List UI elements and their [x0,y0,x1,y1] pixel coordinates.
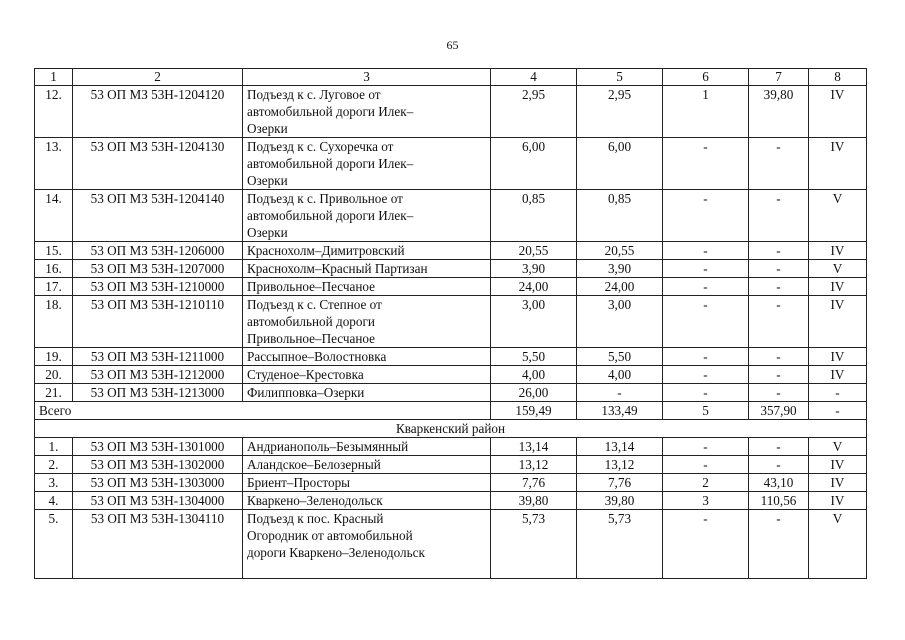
road-name-line: Подъезд к с. Степное от [247,297,382,312]
table-row [35,492,867,510]
col-6-value: - [663,384,749,402]
col-8-value: IV [809,474,867,492]
col-7-value: - [749,296,809,348]
col-8-value: IV [809,456,867,474]
col-7-value: - [749,384,809,402]
col-6-value: - [663,190,749,242]
road-name-line: Озерки [247,225,288,240]
row-number: 15. [35,242,73,260]
header-cell: 1 [35,69,73,86]
row-number: 5. [35,510,73,579]
road-name-line: Озерки [247,173,288,188]
row-number: 18. [35,296,73,348]
table-row [35,190,867,242]
header-cell: 7 [749,69,809,86]
road-name [243,456,491,474]
row-number: 17. [35,278,73,296]
col-4-value: 4,00 [491,366,577,384]
road-name [243,296,491,348]
road-name-line: Подъезд к с. Луговое от [247,87,381,102]
col-6-value: - [663,278,749,296]
road-name-line: Привольное–Песчаное [247,331,376,346]
col-4-value: 13,14 [491,438,577,456]
col-4-value: 7,76 [491,474,577,492]
total-col-5: 133,49 [577,402,663,420]
road-name [243,384,491,402]
road-name [243,278,491,296]
header-cell: 4 [491,69,577,86]
road-name-line: Кваркено–Зеленодольск [247,493,383,508]
col-4-value: 0,85 [491,190,577,242]
row-number: 19. [35,348,73,366]
road-name-line: Подъезд к с. Привольное от [247,191,403,206]
road-name [243,438,491,456]
col-6-value: - [663,260,749,278]
table-row [35,366,867,384]
column-number-row [35,69,867,86]
road-code: 53 ОП МЗ 53Н-1304000 [73,492,243,510]
col-8-value: IV [809,86,867,138]
col-6-value: 3 [663,492,749,510]
road-name-line: Краснохолм–Димитровский [247,243,405,258]
road-name [243,366,491,384]
road-code: 53 ОП МЗ 53Н-1210000 [73,278,243,296]
col-4-value: 6,00 [491,138,577,190]
header-cell: 8 [809,69,867,86]
col-8-value: - [809,384,867,402]
road-code: 53 ОП МЗ 53Н-1211000 [73,348,243,366]
col-5-value: 5,50 [577,348,663,366]
road-name-line: Подъезд к пос. Красный [247,511,384,526]
road-name-line: Подъезд к с. Сухоречка от [247,139,394,154]
page-number: 65 [446,38,459,52]
col-7-value: - [749,438,809,456]
road-name [243,260,491,278]
road-name-line: Краснохолм–Красный Партизан [247,261,428,276]
table-row [35,86,867,138]
col-7-value: - [749,348,809,366]
col-7-value: - [749,260,809,278]
road-name-line: Бриент–Просторы [247,475,351,490]
col-4-value: 5,50 [491,348,577,366]
district-heading: Кваркенский район [35,420,867,438]
col-4-value: 20,55 [491,242,577,260]
header-cell: 5 [577,69,663,86]
col-4-value: 39,80 [491,492,577,510]
table-row [35,456,867,474]
total-col-6: 5 [663,402,749,420]
col-4-value: 3,90 [491,260,577,278]
row-number: 2. [35,456,73,474]
road-code: 53 ОП МЗ 53Н-1213000 [73,384,243,402]
col-5-value: 13,14 [577,438,663,456]
col-4-value: 2,95 [491,86,577,138]
total-label: Всего [35,402,491,420]
road-name-line: Привольное–Песчаное [247,279,376,294]
col-4-value: 3,00 [491,296,577,348]
col-7-value: - [749,242,809,260]
road-name [243,510,491,579]
col-5-value: 4,00 [577,366,663,384]
col-5-value: - [577,384,663,402]
col-8-value: IV [809,366,867,384]
col-5-value: 24,00 [577,278,663,296]
col-5-value: 3,90 [577,260,663,278]
col-5-value: 0,85 [577,190,663,242]
road-name [243,190,491,242]
col-6-value: - [663,138,749,190]
road-name [243,138,491,190]
col-8-value: V [809,438,867,456]
table-row [35,242,867,260]
col-4-value: 13,12 [491,456,577,474]
col-7-value: 39,80 [749,86,809,138]
col-4-value: 26,00 [491,384,577,402]
col-5-value: 13,12 [577,456,663,474]
row-number: 12. [35,86,73,138]
col-6-value: 2 [663,474,749,492]
col-7-value: 43,10 [749,474,809,492]
table-row [35,296,867,348]
col-6-value: - [663,296,749,348]
col-7-value: - [749,278,809,296]
road-name-line: дороги Кваркено–Зеленодольск [247,545,425,560]
row-number: 16. [35,260,73,278]
col-7-value: - [749,190,809,242]
row-number: 13. [35,138,73,190]
col-7-value: 110,56 [749,492,809,510]
table-row [35,348,867,366]
col-5-value: 5,73 [577,510,663,579]
col-6-value: - [663,348,749,366]
table-row [35,278,867,296]
road-name-line: Огородник от автомобильной [247,528,413,543]
total-col-4: 159,49 [491,402,577,420]
col-8-value: IV [809,278,867,296]
col-7-value: - [749,510,809,579]
col-5-value: 20,55 [577,242,663,260]
road-name-line: Филипповка–Озерки [247,385,365,400]
road-code: 53 ОП МЗ 53Н-1303000 [73,474,243,492]
district-heading-row [35,420,867,438]
table-row [35,510,867,579]
col-4-value: 24,00 [491,278,577,296]
total-col-8: - [809,402,867,420]
col-5-value: 2,95 [577,86,663,138]
road-code: 53 ОП МЗ 53Н-1206000 [73,242,243,260]
road-name-line: Рассыпное–Волостновка [247,349,387,364]
col-8-value: IV [809,348,867,366]
col-6-value: - [663,438,749,456]
col-5-value: 7,76 [577,474,663,492]
col-7-value: - [749,138,809,190]
road-code: 53 ОП МЗ 53Н-1304110 [73,510,243,579]
col-6-value: - [663,366,749,384]
col-5-value: 3,00 [577,296,663,348]
road-code: 53 ОП МЗ 53Н-1204120 [73,86,243,138]
road-name-line: автомобильной дороги Илек– [247,156,414,171]
road-name [243,348,491,366]
road-name-line: автомобильной дороги Илек– [247,104,414,119]
col-8-value: V [809,190,867,242]
header-cell: 3 [243,69,491,86]
roads-table [34,68,867,579]
road-name [243,242,491,260]
col-5-value: 6,00 [577,138,663,190]
road-code: 53 ОП МЗ 53Н-1204140 [73,190,243,242]
col-6-value: - [663,456,749,474]
col-8-value: V [809,510,867,579]
table-row [35,138,867,190]
row-number: 21. [35,384,73,402]
col-8-value: IV [809,296,867,348]
col-8-value: IV [809,492,867,510]
road-name-line: автомобильной дороги [247,314,375,329]
road-name-line: Студеное–Крестовка [247,367,364,382]
road-code: 53 ОП МЗ 53Н-1207000 [73,260,243,278]
header-cell: 2 [73,69,243,86]
roads-table-body [35,69,867,579]
road-name [243,492,491,510]
table-row [35,438,867,456]
col-7-value: - [749,366,809,384]
road-code: 53 ОП МЗ 53Н-1210110 [73,296,243,348]
col-7-value: - [749,456,809,474]
row-number: 14. [35,190,73,242]
row-number: 4. [35,492,73,510]
table-row [35,260,867,278]
road-code: 53 ОП МЗ 53Н-1212000 [73,366,243,384]
col-4-value: 5,73 [491,510,577,579]
header-cell: 6 [663,69,749,86]
road-name [243,86,491,138]
col-8-value: IV [809,138,867,190]
road-code: 53 ОП МЗ 53Н-1302000 [73,456,243,474]
total-col-7: 357,90 [749,402,809,420]
road-name-line: Аландское–Белозерный [247,457,381,472]
total-row [35,402,867,420]
col-6-value: - [663,510,749,579]
table-row [35,474,867,492]
row-number: 1. [35,438,73,456]
road-name-line: Озерки [247,121,288,136]
road-code: 53 ОП МЗ 53Н-1301000 [73,438,243,456]
col-8-value: V [809,260,867,278]
road-name [243,474,491,492]
col-5-value: 39,80 [577,492,663,510]
col-6-value: 1 [663,86,749,138]
table-row [35,384,867,402]
row-number: 3. [35,474,73,492]
road-code: 53 ОП МЗ 53Н-1204130 [73,138,243,190]
road-name-line: автомобильной дороги Илек– [247,208,414,223]
row-number: 20. [35,366,73,384]
col-6-value: - [663,242,749,260]
col-8-value: IV [809,242,867,260]
road-name-line: Андрианополь–Безымянный [247,439,409,454]
